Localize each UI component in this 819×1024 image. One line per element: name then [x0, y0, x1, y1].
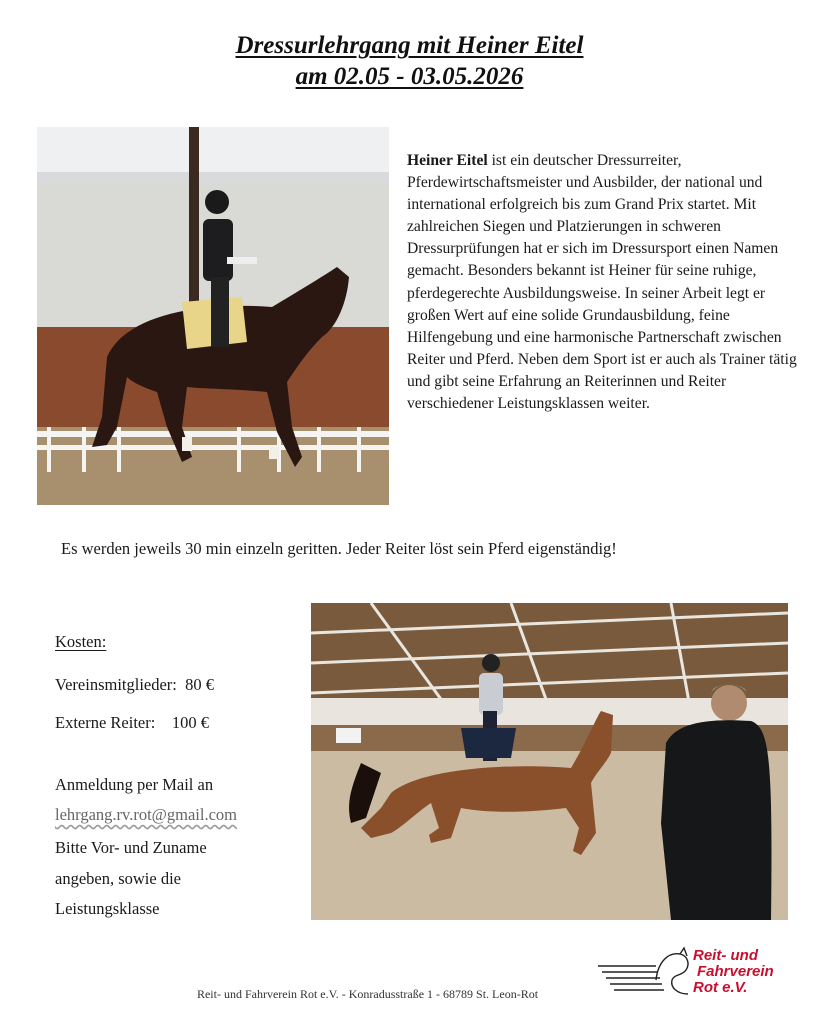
logo-text-line3: Rot e.V.: [693, 979, 748, 996]
footer-address: Reit- und Fahrverein Rot e.V. - Konradusstraße 1 - 68789 St. Leon-Rot: [196, 987, 539, 1001]
cost-members: Vereinsmitglieder: 80 €: [55, 675, 215, 694]
logo-text-line1: Reit- und: [693, 947, 758, 964]
session-note: Es werden jeweils 30 min einzeln geritten. Jeder Reiter löst sein Pferd eigenständig!: [61, 539, 617, 558]
cost-external: Externe Reiter: 100 €: [55, 713, 209, 732]
trainer-bio: [407, 150, 802, 415]
training-photo: [311, 603, 788, 920]
registration-intro: Anmeldung per Mail an: [55, 775, 214, 794]
registration-line-3: angeben, sowie die: [55, 869, 181, 888]
logo-text-line2: Fahrverein: [697, 963, 774, 980]
registration-line-2: Bitte Vor- und Zuname: [55, 838, 207, 857]
page-title: Dressurlehrgang mit Heiner Eitel: [235, 32, 584, 59]
trainer-name: Heiner Eitel: [407, 152, 488, 169]
trainer-bio-text: ist ein deutscher Dressurreiter, Pferdewirtschaftsmeister und Ausbilder, der national und international erfolgreich bis zum Grand Prix startet. Mit zahlreichen Siegen und Platzierungen in schweren Dressurprüfungen hat er sich im Dressursport einen Namen gemacht. Besonders bekannt ist Heiner für seine ruhige, pferdegerechte Ausbildungsweise. In seiner Arbeit legt er großen Wert auf eine solide Grundausbildung, feine Hilfengebung und eine harmonische Partnerschaft zwischen Reiter und Pferd. Neben dem Sport ist er auch als Trainer tätig und gibt seine Erfahrung an Reiterinnen und Reiter verschiedener Leistungsklassen weiter.: [407, 152, 797, 413]
costs-heading: Kosten:: [55, 632, 107, 651]
dressage-photo: [37, 127, 389, 505]
registration-email-link[interactable]: lehrgang.rv.rot@gmail.com: [55, 805, 237, 824]
page-subtitle-dates: am 02.05 - 03.05.2026: [295, 63, 524, 90]
registration-line-4: Leistungsklasse: [55, 899, 160, 918]
